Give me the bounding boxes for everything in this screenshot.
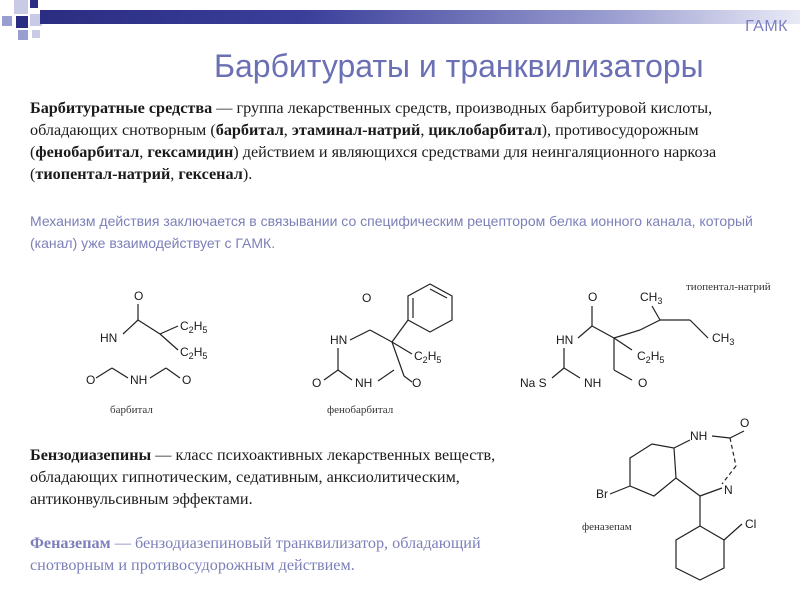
drug-name: тиопентал-натрий <box>35 165 171 183</box>
bond <box>552 368 564 378</box>
atom-label: HN <box>330 333 348 347</box>
bond <box>674 440 690 448</box>
bond <box>614 370 632 380</box>
bond <box>430 289 447 298</box>
atom-label: N <box>724 483 733 497</box>
section-tag: ГАМК <box>745 18 788 35</box>
drug-name: циклобарбитал <box>428 121 542 139</box>
bond <box>392 320 408 342</box>
drug-name: гексенал <box>178 165 243 183</box>
mechanism-paragraph: Механизм действия заключается в связывании со специфическим рецептором белка ионного канала, который (канал) уже взаимодействует с ГАМК. <box>30 213 753 251</box>
atom-label: O <box>312 376 322 390</box>
bond <box>112 368 128 378</box>
drug-name: гексамидин <box>147 143 234 161</box>
atom-label: $C_2H_5$ <box>180 319 208 335</box>
barbital-structure <box>86 289 207 416</box>
phenyl-ring <box>408 284 452 332</box>
bond <box>700 488 722 496</box>
phenobarbital-structure <box>312 284 452 416</box>
bond <box>404 376 412 382</box>
bond <box>564 368 580 378</box>
atom-label: $C_2H_5$ <box>414 349 442 365</box>
benzo-ring <box>630 444 676 496</box>
bond <box>578 326 592 338</box>
atom-label: O <box>362 291 372 305</box>
bond <box>96 368 112 378</box>
chlorophenyl-ring <box>676 526 724 580</box>
bond <box>370 330 392 342</box>
atom-label: Br <box>596 487 608 501</box>
bond <box>652 306 660 320</box>
atom-label: HN <box>100 331 118 345</box>
separator: , <box>170 165 179 183</box>
term-phenazepam: Феназепам <box>30 534 111 552</box>
bond <box>722 466 736 484</box>
atom-label: Na S <box>520 376 547 390</box>
atom-label: $C_2H_5$ <box>180 345 208 361</box>
text-fragment: ). <box>242 165 253 183</box>
atom-label: $CH_3$ <box>640 290 663 306</box>
structure-caption: фенобарбитал <box>327 404 394 416</box>
atom-label: NH <box>130 373 148 387</box>
separator: , <box>420 121 429 139</box>
thiopental-structure <box>520 281 771 390</box>
bond <box>712 436 730 438</box>
drug-name: барбитал <box>215 121 284 139</box>
drug-name: этаминал-натрий <box>291 121 421 139</box>
bond <box>730 431 744 438</box>
atom-label: Cl <box>745 517 757 531</box>
bond <box>166 368 180 378</box>
text-fragment: ), противосудорожным ( <box>30 121 699 161</box>
bond <box>392 342 404 376</box>
bond <box>324 370 338 380</box>
atom-label: O <box>638 376 648 390</box>
atom-label: O <box>588 290 598 304</box>
atom-label: $CH_3$ <box>712 331 735 347</box>
benzodiazepines-paragraph <box>30 444 540 510</box>
atom-label: O <box>740 416 750 430</box>
structure-caption: феназепам <box>582 521 632 533</box>
structure-caption: барбитал <box>110 404 153 416</box>
text-fragment: — группа лекарственных средств, производных барбитуровой кислоты, обладающих снотворным ( <box>30 99 713 139</box>
bond <box>123 320 138 334</box>
atom-label: NH <box>355 376 373 390</box>
atom-label: O <box>134 289 144 303</box>
bond <box>614 330 640 338</box>
atom-label: O <box>182 373 192 387</box>
text-fragment: ) действием и являющихся средствами для неингаляционного наркоза ( <box>30 143 717 183</box>
bond <box>690 320 708 338</box>
phenazepam-paragraph <box>30 532 560 576</box>
bond <box>150 368 166 378</box>
bond <box>730 438 736 466</box>
bond <box>350 330 370 340</box>
structure-caption: тиопентал-натрий <box>686 281 771 293</box>
atom-label: HN <box>556 333 574 347</box>
drug-name: фенобарбитал <box>35 143 140 161</box>
bond <box>614 338 632 350</box>
bond <box>610 486 630 494</box>
bond <box>640 320 660 330</box>
bond <box>378 370 394 381</box>
text-fragment: — класс психоактивных лекарственных веществ, обладающих гипнотическим, седативным, анксиолитическим, антиконвульсивным эффектами. <box>30 446 496 508</box>
bond <box>160 326 178 334</box>
term-benzodiazepines: Бензодиазепины <box>30 446 152 464</box>
phenazepam-structure <box>582 416 756 580</box>
separator: , <box>283 121 292 139</box>
bond <box>338 370 352 380</box>
bond <box>160 334 178 350</box>
page-title: Барбитураты и транквилизаторы <box>214 48 704 84</box>
bond <box>592 326 614 338</box>
term-barbiturates: Барбитуратные средства <box>30 99 213 117</box>
atom-label: O <box>86 373 96 387</box>
atom-label: $C_2H_5$ <box>637 349 665 365</box>
atom-label: NH <box>584 376 602 390</box>
bond <box>676 478 700 496</box>
text-fragment: — бензодиазепиновый транквилизатор, обладающий снотворным и противосудорожным действием. <box>30 534 481 574</box>
separator: , <box>139 143 148 161</box>
bond <box>138 320 160 334</box>
bond <box>724 524 742 540</box>
atom-label: O <box>412 376 422 390</box>
atom-label: NH <box>690 429 708 443</box>
